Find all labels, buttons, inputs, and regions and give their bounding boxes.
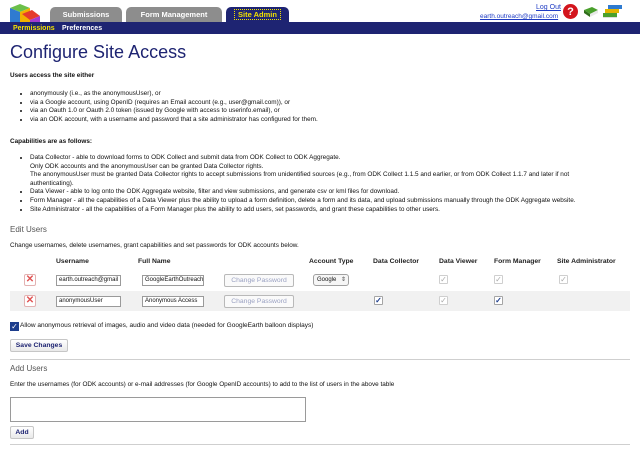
table-row: [10, 270, 630, 290]
list-item: • Form Manager - all the capabilities of a Data Viewer plus the ability to upload a form definition, delete a form and its data, and upload submissions manually through the ODK Aggregate website.: [30, 197, 576, 206]
subtab-preferences[interactable]: Preferences: [62, 24, 103, 32]
user-email-link[interactable]: earth.outreach@gmail.com: [480, 13, 559, 20]
column-header: Account Type: [309, 258, 354, 265]
tab-form-management[interactable]: Form Management: [126, 7, 222, 22]
account-type-select[interactable]: [313, 274, 349, 286]
list-item: Only ODK accounts and the anonymousUser can be granted Data Collector rights.: [30, 162, 264, 170]
data-collector-checkbox[interactable]: ✓: [375, 296, 382, 305]
anon-media-checkbox[interactable]: ✓: [11, 322, 18, 331]
column-header: Form Manager: [494, 258, 541, 265]
form-manager-checkbox: ✓: [495, 275, 502, 284]
change-password-button[interactable]: Change Password: [224, 274, 294, 287]
list-item: authenticating).: [30, 179, 74, 187]
full-name-input[interactable]: Anonymous Access: [142, 296, 204, 307]
help-icon[interactable]: ?: [563, 4, 578, 19]
list-item: • anonymously (i.e., as the anonymousUser), or: [30, 90, 318, 99]
add-users-textarea[interactable]: [10, 397, 306, 422]
list-item: • Site Administrator - all the capabilities of a Form Manager plus the ability to add users, set passwords, and grant these capabilities to other users.: [30, 206, 576, 215]
list-item: • Data Viewer - able to log onto the ODK Aggregate website, filter and view submissions, and generate csv or kml files for download.: [30, 188, 576, 197]
list-item: The anonymousUser must be granted Data Collector rights to accept submissions from unidentified sources (e.g., from ODK Collect 1.1.5 and earlier, or from ODK Collect 1.1.7 and later if not: [30, 171, 570, 179]
page-title: Configure Site Access: [10, 42, 187, 62]
tab-site-admin-label: Site Admin: [234, 9, 281, 20]
add-users-description: Enter the usernames (for ODK accounts) or e-mail addresses (for Google OpenID accounts) to add to the list of users in the above table: [10, 381, 395, 388]
change-password-button[interactable]: Change Password: [224, 295, 294, 308]
username-input[interactable]: earth.outreach@gmail: [56, 275, 121, 286]
data-viewer-checkbox: ✓: [440, 275, 447, 284]
list-item: • via an ODK account, with a username and password that a site administrator has configured for them.: [30, 116, 318, 125]
column-header: Username: [56, 258, 89, 265]
top-bar: [0, 0, 640, 22]
edit-users-description: Change usernames, delete usernames, grant capabilities and set passwords for ODK accounts below.: [10, 242, 299, 249]
tab-site-admin[interactable]: [226, 7, 289, 22]
form-manager-checkbox[interactable]: ✓: [495, 296, 502, 305]
account-type-value: Google: [317, 277, 337, 283]
add-button[interactable]: Add: [10, 426, 34, 439]
capabilities-list: [20, 154, 576, 214]
save-changes-button[interactable]: Save Changes: [10, 339, 68, 352]
column-header: Site Administrator: [557, 258, 616, 265]
column-header: Data Viewer: [439, 258, 478, 265]
access-heading: Users access the site either: [10, 72, 95, 79]
anon-media-label: Allow anonymous retrieval of images, audio and video data (needed for GoogleEarth balloon displays): [20, 322, 314, 329]
site-admin-checkbox: ✓: [560, 275, 567, 284]
chevron-down-icon: ⇕: [340, 277, 346, 283]
table-row: [10, 291, 630, 311]
subtab-permissions[interactable]: Permissions: [13, 24, 55, 32]
full-name-input[interactable]: GoogleEarthOutreach: [142, 275, 204, 286]
delete-user-icon[interactable]: ✕: [25, 274, 35, 285]
edit-users-title: Edit Users: [10, 225, 47, 234]
capabilities-heading: Capabilities are as follows:: [10, 138, 93, 145]
column-header: Full Name: [138, 258, 171, 265]
logout-link[interactable]: Log Out: [536, 4, 561, 11]
list-item: • via a Google account, using OpenID (requires an Email account (e.g., user@gmail.com)), or: [30, 99, 318, 108]
list-item: • Data Collector - able to download forms to ODK Collect and submit data from ODK Collect to ODK Aggregate.: [30, 154, 576, 163]
divider: [10, 359, 630, 360]
column-header: Data Collector: [373, 258, 420, 265]
divider: [10, 444, 630, 445]
tab-submissions[interactable]: Submissions: [50, 7, 122, 22]
data-viewer-checkbox: ✓: [440, 296, 447, 305]
delete-user-icon[interactable]: ✕: [25, 295, 35, 306]
sub-navigation: [0, 22, 640, 34]
add-users-title: Add Users: [10, 364, 48, 373]
books-icon[interactable]: [602, 5, 624, 19]
book-icon[interactable]: [583, 6, 599, 18]
username-input[interactable]: anonymousUser: [56, 296, 121, 307]
list-item: • via an Oauth 1.0 or Oauth 2.0 token (issued by Google with access to userinfo.email), or: [30, 107, 318, 116]
access-list: [20, 90, 318, 124]
